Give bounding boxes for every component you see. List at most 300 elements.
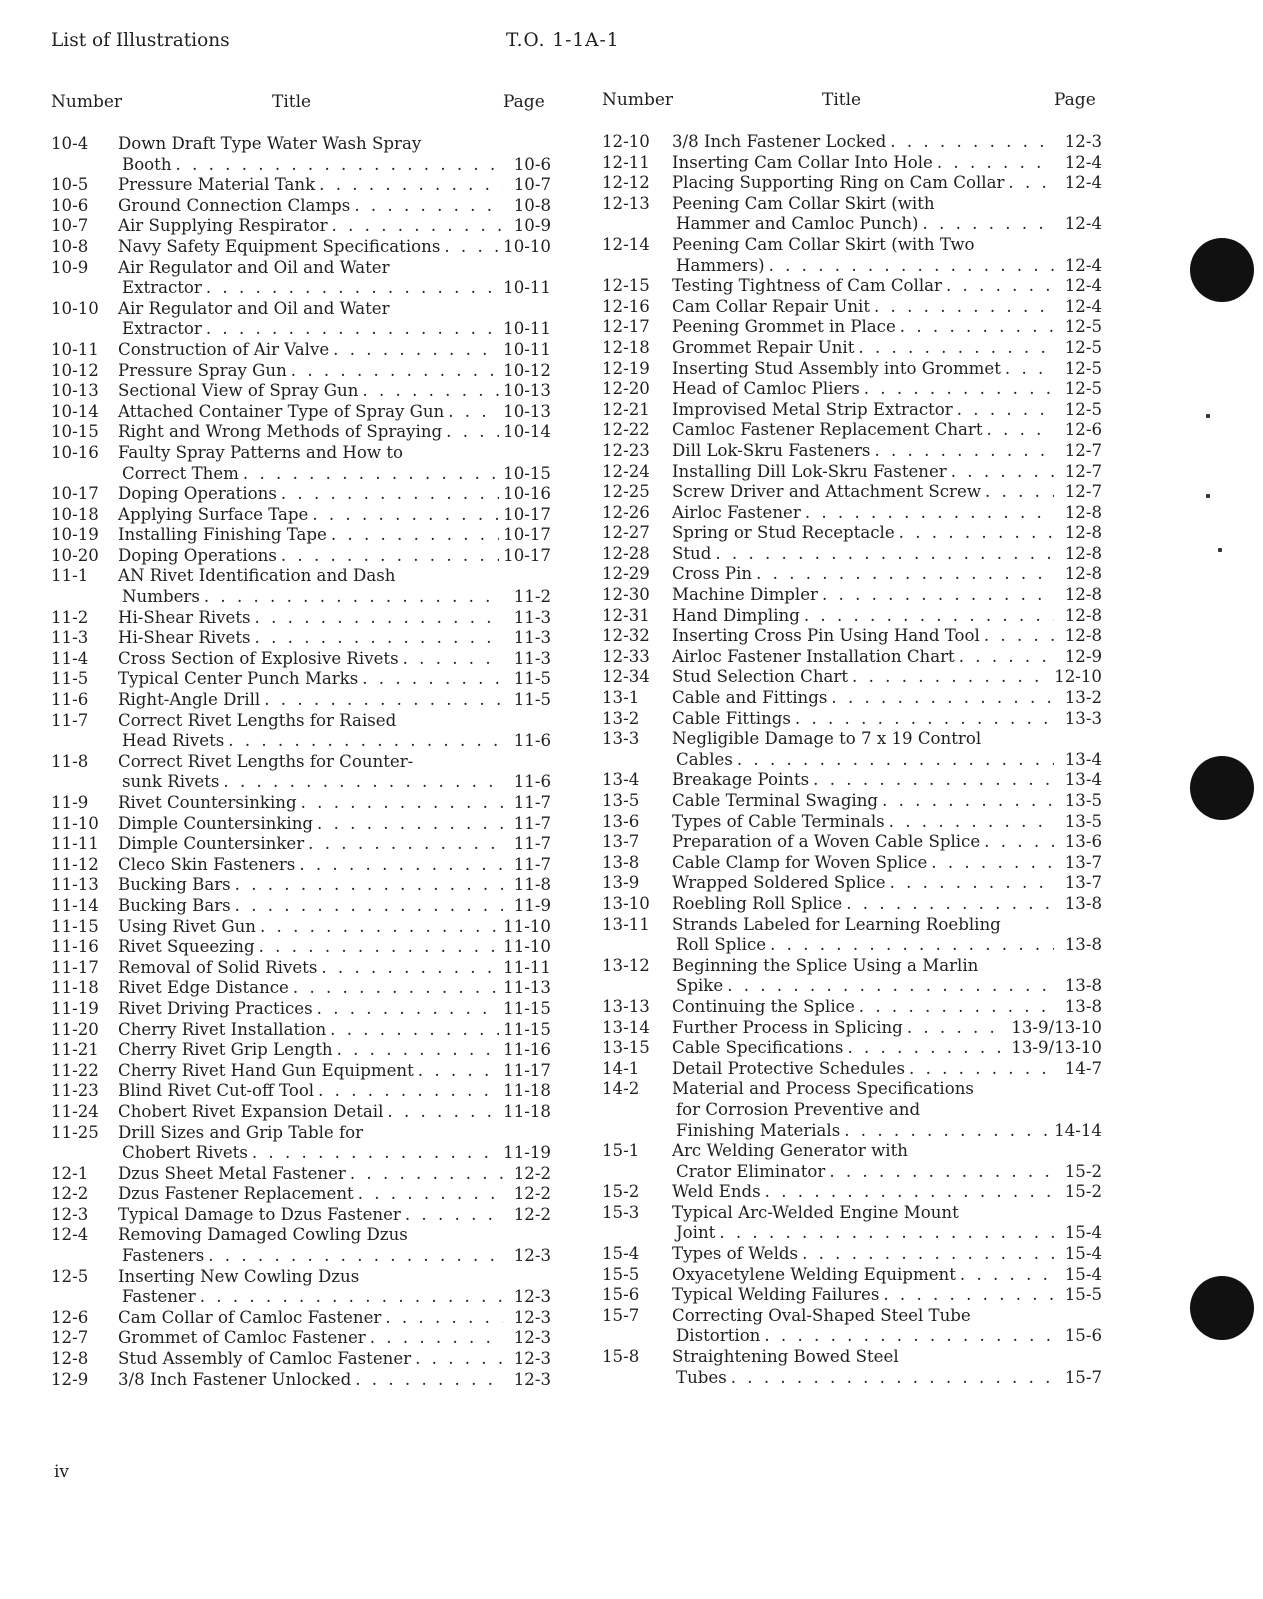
title-line bbox=[118, 1287, 551, 1308]
page-ref: 11-18 bbox=[503, 1101, 551, 1121]
title-line bbox=[118, 299, 551, 320]
title-text: Removing Damaged Cowling Dzus bbox=[118, 1225, 408, 1245]
title-line bbox=[118, 628, 551, 649]
list-item bbox=[602, 1182, 1102, 1203]
title-line bbox=[118, 690, 551, 711]
figure-number: 11-22 bbox=[51, 1060, 99, 1080]
figure-number: 11-24 bbox=[51, 1101, 99, 1121]
title-line bbox=[118, 464, 551, 485]
figure-number: 13-6 bbox=[602, 811, 640, 831]
figure-title bbox=[672, 626, 1102, 647]
figure-number: 11-2 bbox=[51, 607, 89, 627]
page-ref: 10-17 bbox=[503, 525, 551, 545]
dot-leader bbox=[715, 1223, 1054, 1244]
title-text: Dimple Countersinker bbox=[118, 834, 305, 854]
page-ref: 11-5 bbox=[513, 669, 551, 689]
title-text: Cherry Rivet Grip Length bbox=[118, 1040, 333, 1060]
list-item bbox=[51, 1328, 551, 1349]
figure-number: 10-11 bbox=[51, 339, 99, 359]
dot-leader bbox=[314, 1081, 499, 1102]
figure-number: 13-8 bbox=[602, 852, 640, 872]
figure-number: 13-12 bbox=[602, 955, 650, 975]
dot-leader bbox=[411, 1349, 503, 1370]
list-item bbox=[602, 1079, 1102, 1141]
title-line bbox=[672, 935, 1102, 956]
figure-number: 10-18 bbox=[51, 504, 99, 524]
title-line bbox=[118, 1205, 551, 1226]
list-item bbox=[602, 400, 1102, 421]
figure-number: 11-7 bbox=[51, 710, 89, 730]
dot-leader bbox=[942, 276, 1054, 297]
figure-title bbox=[672, 441, 1102, 462]
page-ref: 12-3 bbox=[513, 1307, 551, 1327]
figure-title bbox=[118, 834, 551, 855]
title-text: Hi-Shear Rivets bbox=[118, 628, 251, 648]
figure-number: 12-13 bbox=[602, 193, 650, 213]
dot-leader bbox=[358, 381, 499, 402]
page-ref: 13-8 bbox=[1064, 935, 1102, 955]
list-item bbox=[51, 958, 551, 979]
list-item bbox=[602, 585, 1102, 606]
figure-title bbox=[672, 1182, 1102, 1203]
title-text: Peening Cam Collar Skirt (with bbox=[672, 193, 935, 213]
page-ref: 13-7 bbox=[1064, 852, 1102, 872]
dot-leader bbox=[287, 361, 499, 382]
figure-title bbox=[672, 688, 1102, 709]
figure-title bbox=[672, 1141, 1102, 1182]
page-ref: 11-3 bbox=[513, 628, 551, 648]
title-line bbox=[118, 608, 551, 629]
figure-number: 12-26 bbox=[602, 502, 650, 522]
dot-leader bbox=[315, 175, 503, 196]
title-line bbox=[672, 214, 1102, 235]
figure-title bbox=[118, 566, 551, 607]
title-line bbox=[118, 484, 551, 505]
figure-title bbox=[672, 915, 1102, 956]
title-line bbox=[672, 564, 1102, 585]
dot-leader bbox=[401, 1205, 503, 1226]
title-text: Doping Operations bbox=[118, 545, 277, 565]
list-item bbox=[51, 402, 551, 423]
page-ref: 12-4 bbox=[1064, 276, 1102, 296]
figure-title bbox=[672, 709, 1102, 730]
title-text: Blind Rivet Cut-off Tool bbox=[118, 1081, 315, 1101]
title-text: Inserting Cross Pin Using Hand Tool bbox=[672, 626, 980, 646]
title-text: Cable Specifications bbox=[672, 1038, 844, 1058]
figure-title bbox=[672, 1038, 1102, 1059]
figure-title bbox=[672, 544, 1102, 565]
figure-title bbox=[118, 1349, 551, 1370]
figure-number: 13-1 bbox=[602, 688, 640, 708]
title-line bbox=[118, 505, 551, 526]
page-ref: 12-8 bbox=[1064, 626, 1102, 646]
page-ref: 12-5 bbox=[1064, 317, 1102, 337]
dot-leader bbox=[765, 256, 1054, 277]
title-line bbox=[672, 956, 1102, 977]
title-line bbox=[672, 1203, 1102, 1224]
title-text: Cable Terminal Swaging bbox=[672, 791, 879, 810]
list-item bbox=[602, 873, 1102, 894]
dot-leader bbox=[791, 709, 1054, 730]
figure-title bbox=[118, 1184, 551, 1205]
title-text: Correct Them bbox=[122, 463, 239, 483]
figure-title bbox=[118, 608, 551, 629]
title-line bbox=[118, 1308, 551, 1329]
figure-number: 11-19 bbox=[51, 998, 99, 1018]
title-text: Cables bbox=[676, 749, 733, 769]
title-line bbox=[118, 361, 551, 382]
title-text: Hand Dimpling bbox=[672, 605, 800, 625]
dot-leader bbox=[798, 1244, 1054, 1265]
dot-leader bbox=[1001, 359, 1054, 380]
title-line bbox=[672, 1368, 1102, 1389]
figure-number: 12-3 bbox=[51, 1204, 89, 1224]
dot-leader bbox=[358, 669, 503, 690]
title-line bbox=[672, 317, 1102, 338]
title-text: Numbers bbox=[122, 587, 200, 607]
dot-leader bbox=[723, 976, 1054, 997]
list-item bbox=[51, 752, 551, 793]
title-text: Construction of Air Valve bbox=[118, 339, 330, 359]
list-item bbox=[51, 1349, 551, 1370]
figure-title bbox=[672, 338, 1102, 359]
title-text: Extractor bbox=[122, 278, 202, 298]
figure-title bbox=[672, 873, 1102, 894]
list-item bbox=[51, 917, 551, 938]
title-line bbox=[672, 606, 1102, 627]
title-text: Installing Finishing Tape bbox=[118, 525, 327, 545]
figure-title bbox=[672, 564, 1102, 585]
figure-title bbox=[672, 1306, 1102, 1347]
page-ref: 12-5 bbox=[1064, 379, 1102, 399]
list-item bbox=[602, 894, 1102, 915]
figure-title bbox=[672, 503, 1102, 524]
figure-number: 11-5 bbox=[51, 669, 89, 689]
figure-number: 11-16 bbox=[51, 937, 99, 957]
title-text: 3/8 Inch Fastener Unlocked bbox=[118, 1369, 352, 1389]
doc-number: T.O. 1-1A-1 bbox=[506, 30, 620, 51]
page-ref: 11-10 bbox=[503, 916, 551, 936]
figure-title bbox=[118, 340, 551, 361]
page-ref: 11-5 bbox=[513, 690, 551, 710]
figure-title bbox=[118, 1308, 551, 1329]
dot-leader bbox=[955, 647, 1054, 668]
dot-leader bbox=[172, 155, 503, 176]
title-line bbox=[672, 1121, 1102, 1142]
title-line bbox=[118, 752, 551, 773]
title-line bbox=[118, 711, 551, 732]
list-item bbox=[602, 688, 1102, 709]
page-ref: 10-16 bbox=[503, 484, 551, 504]
page-ref: 11-7 bbox=[513, 854, 551, 874]
dot-leader bbox=[886, 132, 1054, 153]
title-line bbox=[672, 812, 1102, 833]
title-line bbox=[118, 1370, 551, 1391]
figure-title bbox=[672, 153, 1102, 174]
dot-leader bbox=[843, 1038, 1007, 1059]
figure-number: 13-11 bbox=[602, 914, 650, 934]
figure-number: 12-7 bbox=[51, 1328, 89, 1348]
figure-title bbox=[672, 482, 1102, 503]
title-text: Bucking Bars bbox=[118, 895, 231, 915]
title-line bbox=[118, 1123, 551, 1144]
figure-title bbox=[118, 814, 551, 835]
figure-number: 14-2 bbox=[602, 1079, 640, 1099]
list-item bbox=[602, 956, 1102, 997]
figure-number: 11-18 bbox=[51, 978, 99, 998]
dot-leader bbox=[933, 153, 1054, 174]
page-ref: 12-4 bbox=[1064, 255, 1102, 275]
list-item bbox=[602, 544, 1102, 565]
title-line bbox=[672, 1326, 1102, 1347]
page-ref: 12-5 bbox=[1064, 337, 1102, 357]
page-ref: 13-7 bbox=[1064, 873, 1102, 893]
dot-leader bbox=[308, 505, 499, 526]
figure-number: 10-16 bbox=[51, 442, 99, 462]
figure-title bbox=[672, 235, 1102, 276]
list-item bbox=[602, 564, 1102, 585]
figure-title bbox=[672, 400, 1102, 421]
list-item bbox=[51, 649, 551, 670]
figure-number: 13-9 bbox=[602, 873, 640, 893]
figure-number: 12-2 bbox=[51, 1184, 89, 1204]
figure-number: 13-4 bbox=[602, 770, 640, 790]
dot-leader bbox=[878, 791, 1054, 812]
title-text: Applying Surface Tape bbox=[118, 504, 309, 524]
title-text: Hi-Shear Rivets bbox=[118, 607, 251, 627]
title-text: Cable Fittings bbox=[672, 708, 791, 728]
page-ref: 12-4 bbox=[1064, 173, 1102, 193]
page-ref: 13-2 bbox=[1064, 688, 1102, 708]
list-item bbox=[51, 875, 551, 896]
title-line bbox=[118, 1349, 551, 1370]
page-ref: 14-14 bbox=[1054, 1120, 1102, 1140]
list-item bbox=[602, 235, 1102, 276]
list-item bbox=[51, 1061, 551, 1082]
title-line bbox=[118, 1328, 551, 1349]
title-text: Cable and Fittings bbox=[672, 688, 828, 708]
figure-number: 12-11 bbox=[602, 152, 650, 172]
title-line bbox=[672, 915, 1102, 936]
figure-number: 15-4 bbox=[602, 1244, 640, 1264]
dot-leader bbox=[980, 626, 1054, 647]
title-text: Roebling Roll Splice bbox=[672, 893, 843, 913]
title-line bbox=[672, 894, 1102, 915]
page-ref: 12-8 bbox=[1064, 585, 1102, 605]
page-ref: 11-9 bbox=[513, 895, 551, 915]
page-ref: 13-8 bbox=[1064, 893, 1102, 913]
dot-leader bbox=[827, 688, 1054, 709]
page-header bbox=[51, 30, 651, 58]
page-ref: 12-3 bbox=[513, 1369, 551, 1389]
title-line bbox=[672, 626, 1102, 647]
figure-title bbox=[118, 361, 551, 382]
section-title: List of Illustrations bbox=[51, 30, 230, 51]
title-line bbox=[672, 729, 1102, 750]
title-text: Oxyacetylene Welding Equipment bbox=[672, 1264, 956, 1284]
figure-title bbox=[672, 1079, 1102, 1141]
figure-title bbox=[672, 297, 1102, 318]
title-line bbox=[672, 400, 1102, 421]
figure-title bbox=[118, 134, 551, 175]
page-ref: 13-5 bbox=[1064, 791, 1102, 810]
title-line bbox=[118, 937, 551, 958]
title-line bbox=[118, 958, 551, 979]
figure-number: 11-13 bbox=[51, 875, 99, 895]
page-ref: 15-5 bbox=[1064, 1285, 1102, 1305]
list-item bbox=[51, 443, 551, 484]
title-text: Finishing Materials bbox=[676, 1120, 841, 1140]
figure-number: 10-13 bbox=[51, 381, 99, 401]
page-ref: 15-2 bbox=[1064, 1182, 1102, 1202]
title-text: Crator Eliminator bbox=[676, 1161, 826, 1181]
title-text: Dzus Sheet Metal Fastener bbox=[118, 1163, 346, 1183]
title-line bbox=[118, 1246, 551, 1267]
title-text: Right-Angle Drill bbox=[118, 690, 261, 710]
figure-title bbox=[118, 525, 551, 546]
page-ref: 11-3 bbox=[513, 648, 551, 668]
list-item bbox=[51, 1184, 551, 1205]
figure-title bbox=[118, 402, 551, 423]
title-line bbox=[118, 669, 551, 690]
figure-number: 11-17 bbox=[51, 957, 99, 977]
list-item bbox=[602, 503, 1102, 524]
page-ref: 15-4 bbox=[1064, 1244, 1102, 1264]
figure-title bbox=[118, 1061, 551, 1082]
figure-number: 13-5 bbox=[602, 791, 640, 810]
dot-leader bbox=[919, 214, 1054, 235]
dot-leader bbox=[231, 896, 503, 917]
title-line bbox=[118, 814, 551, 835]
dot-leader bbox=[204, 1246, 503, 1267]
page-ref: 11-6 bbox=[513, 772, 551, 792]
figure-number: 12-12 bbox=[602, 173, 650, 193]
title-line bbox=[118, 319, 551, 340]
page-ref: 10-13 bbox=[503, 381, 551, 401]
title-text: Pressure Material Tank bbox=[118, 175, 316, 195]
title-line bbox=[118, 422, 551, 443]
title-line bbox=[118, 258, 551, 279]
page-ref: 13-3 bbox=[1064, 708, 1102, 728]
list-item bbox=[602, 276, 1102, 297]
title-line bbox=[672, 1223, 1102, 1244]
title-line bbox=[118, 546, 551, 567]
title-text: Detail Protective Schedules bbox=[672, 1058, 906, 1078]
list-item bbox=[602, 1265, 1102, 1286]
list-item bbox=[51, 258, 551, 299]
title-text: Straightening Bowed Steel bbox=[672, 1347, 899, 1367]
page-ref: 12-2 bbox=[513, 1184, 551, 1204]
figure-number: 13-15 bbox=[602, 1038, 650, 1058]
figure-number: 11-9 bbox=[51, 793, 89, 812]
title-text: Types of Welds bbox=[672, 1244, 799, 1264]
title-line bbox=[118, 196, 551, 217]
list-item bbox=[51, 299, 551, 340]
figure-title bbox=[672, 523, 1102, 544]
page-ref: 10-10 bbox=[503, 236, 551, 256]
page-ref: 11-18 bbox=[503, 1081, 551, 1101]
title-text: Continuing the Splice bbox=[672, 996, 855, 1016]
figure-title bbox=[118, 1040, 551, 1061]
figure-title bbox=[672, 359, 1102, 380]
list-item bbox=[51, 1308, 551, 1329]
figure-number: 12-33 bbox=[602, 646, 650, 666]
left-entry-list bbox=[51, 134, 551, 1390]
title-text: Faulty Spray Patterns and How to bbox=[118, 442, 404, 462]
figure-title bbox=[672, 812, 1102, 833]
title-text: 3/8 Inch Fastener Locked bbox=[672, 132, 887, 151]
page-ref: 11-7 bbox=[513, 793, 551, 812]
dot-leader bbox=[277, 484, 499, 505]
dot-leader bbox=[870, 297, 1054, 318]
page-ref: 10-15 bbox=[503, 463, 551, 483]
title-line bbox=[118, 525, 551, 546]
list-item bbox=[51, 1164, 551, 1185]
title-line bbox=[672, 235, 1102, 256]
dot-leader bbox=[248, 1143, 499, 1164]
title-text: Attached Container Type of Spray Gun bbox=[118, 401, 445, 421]
title-text: sunk Rivets bbox=[122, 772, 220, 792]
title-text: Cam Collar of Camloc Fastener bbox=[118, 1307, 382, 1327]
figure-title bbox=[672, 462, 1102, 483]
title-text: Cam Collar Repair Unit bbox=[672, 296, 870, 316]
figure-title bbox=[118, 299, 551, 340]
dot-leader bbox=[289, 978, 499, 999]
list-item bbox=[51, 1102, 551, 1123]
list-item bbox=[51, 484, 551, 505]
figure-number: 12-10 bbox=[602, 132, 650, 151]
title-line bbox=[118, 731, 551, 752]
page-ref: 13-5 bbox=[1064, 811, 1102, 831]
list-item bbox=[51, 814, 551, 835]
title-line bbox=[118, 896, 551, 917]
figure-title bbox=[672, 956, 1102, 997]
title-line bbox=[118, 793, 551, 814]
title-line bbox=[118, 1164, 551, 1185]
figure-number: 12-28 bbox=[602, 543, 650, 563]
list-item bbox=[51, 978, 551, 999]
dot-leader bbox=[903, 1018, 1007, 1039]
page-ref: 11-8 bbox=[513, 875, 551, 895]
title-line bbox=[672, 688, 1102, 709]
page-ref: 12-5 bbox=[1064, 358, 1102, 378]
figure-number: 11-12 bbox=[51, 854, 99, 874]
title-text: Pressure Spray Gun bbox=[118, 360, 287, 380]
figure-number: 11-1 bbox=[51, 566, 89, 586]
title-line bbox=[672, 1059, 1102, 1080]
title-text: Correct Rivet Lengths for Raised bbox=[118, 710, 397, 730]
title-line bbox=[672, 503, 1102, 524]
title-text: Bucking Bars bbox=[118, 875, 231, 895]
figure-number: 11-14 bbox=[51, 895, 99, 915]
list-item bbox=[51, 525, 551, 546]
dot-leader bbox=[313, 814, 503, 835]
dot-leader bbox=[354, 1184, 503, 1205]
title-heading: Title bbox=[822, 90, 862, 110]
title-line bbox=[672, 1100, 1102, 1121]
title-text: Distortion bbox=[676, 1326, 761, 1346]
list-item bbox=[51, 608, 551, 629]
title-text: Cherry Rivet Installation bbox=[118, 1019, 327, 1039]
title-heading: Title bbox=[272, 92, 312, 112]
page-ref: 12-8 bbox=[1064, 502, 1102, 522]
figure-number: 10-19 bbox=[51, 525, 99, 545]
figure-title bbox=[672, 791, 1102, 812]
dot-leader bbox=[256, 917, 499, 938]
title-text: Inserting Cam Collar Into Hole bbox=[672, 152, 933, 172]
page-ref: 13-4 bbox=[1064, 749, 1102, 769]
title-text: Joint bbox=[676, 1223, 716, 1243]
